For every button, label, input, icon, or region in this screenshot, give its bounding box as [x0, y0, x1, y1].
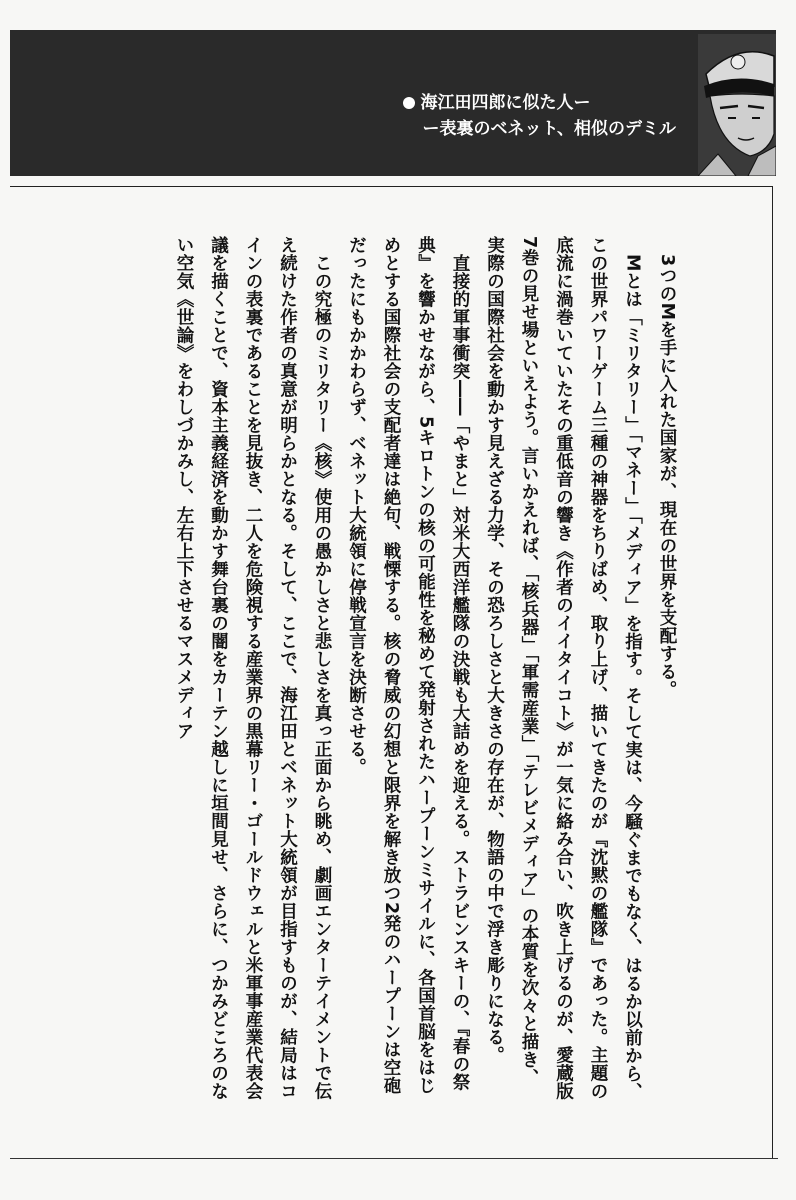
paragraph: この究極のミリタリー《核》使用の愚かしさと悲しさを真っ正面から眺め、劇画エンターテイメントで伝え続けた作者の真意が明らかとなる。そして、ここで、海江田とベネット大統領が目指すものが、結局はコインの表裏であることを見抜き、二人を危険視する産業界の黒幕リー・ゴールドウェルと米軍事産業代表会議を描くことで、資本主義経済を動かす舞台裏の闇をカーテン越しに垣間見せ、さらに、つかみどころのない空気《世論》をわしづかみし、左右上下させるマスメディア [174, 236, 332, 1100]
bullet-icon [403, 97, 415, 109]
captain-portrait-illustration [698, 34, 776, 176]
heading-line-2: ー表裏のベネット、相似のデミル [422, 119, 676, 139]
paragraph: 直接的軍事衝突――「やまと」対米大西洋艦隊の決戦も大詰めを迎える。ストラビンスキーの、『春の祭典』を響かせながら、5キロトンの核の可能性を秘めて発射されたハープーンミサイルに、各国首脳をはじめとする国際社会の支配者達は絶句、戦慄する。核の脅威の幻想と限界を解き放つ2発のハープーンは空砲だったにもかかわらず、ベネット大統領に停戦宣言を決断させる。 [346, 236, 470, 1095]
section-heading [403, 90, 676, 142]
heading-line-1: 海江田四郎に似た人ー [420, 93, 591, 113]
paragraph: 3つのMを手に入れた国家が、現在の世界を支配する。 [657, 253, 677, 699]
paragraph: Mとは「ミリタリー」「マネー」「メディア」を指す。そして実は、今騒ぐまでもなく、はるか以前から、この世界パワーゲーム三種の神器をちりばめ、取り上げ、描いてきたのが『沈黙の艦隊』であった。主題の底流に渦巻いていたその重低音の響き《作者のイイタイコト》が一気に絡み合い、吹き上げるのが、愛蔵版7巻の見せ場といえよう。言いかえれば、「核兵器」「軍需産業」「テレビメディア」の本質を次々と描き、実際の国際社会を動かす見えざる力学、その恐ろしさと大きさの存在が、物語の中で浮き彫りになる。 [484, 236, 643, 1100]
article-body [167, 236, 685, 1104]
bottom-rule [10, 1158, 778, 1159]
section-header-banner [10, 30, 776, 176]
